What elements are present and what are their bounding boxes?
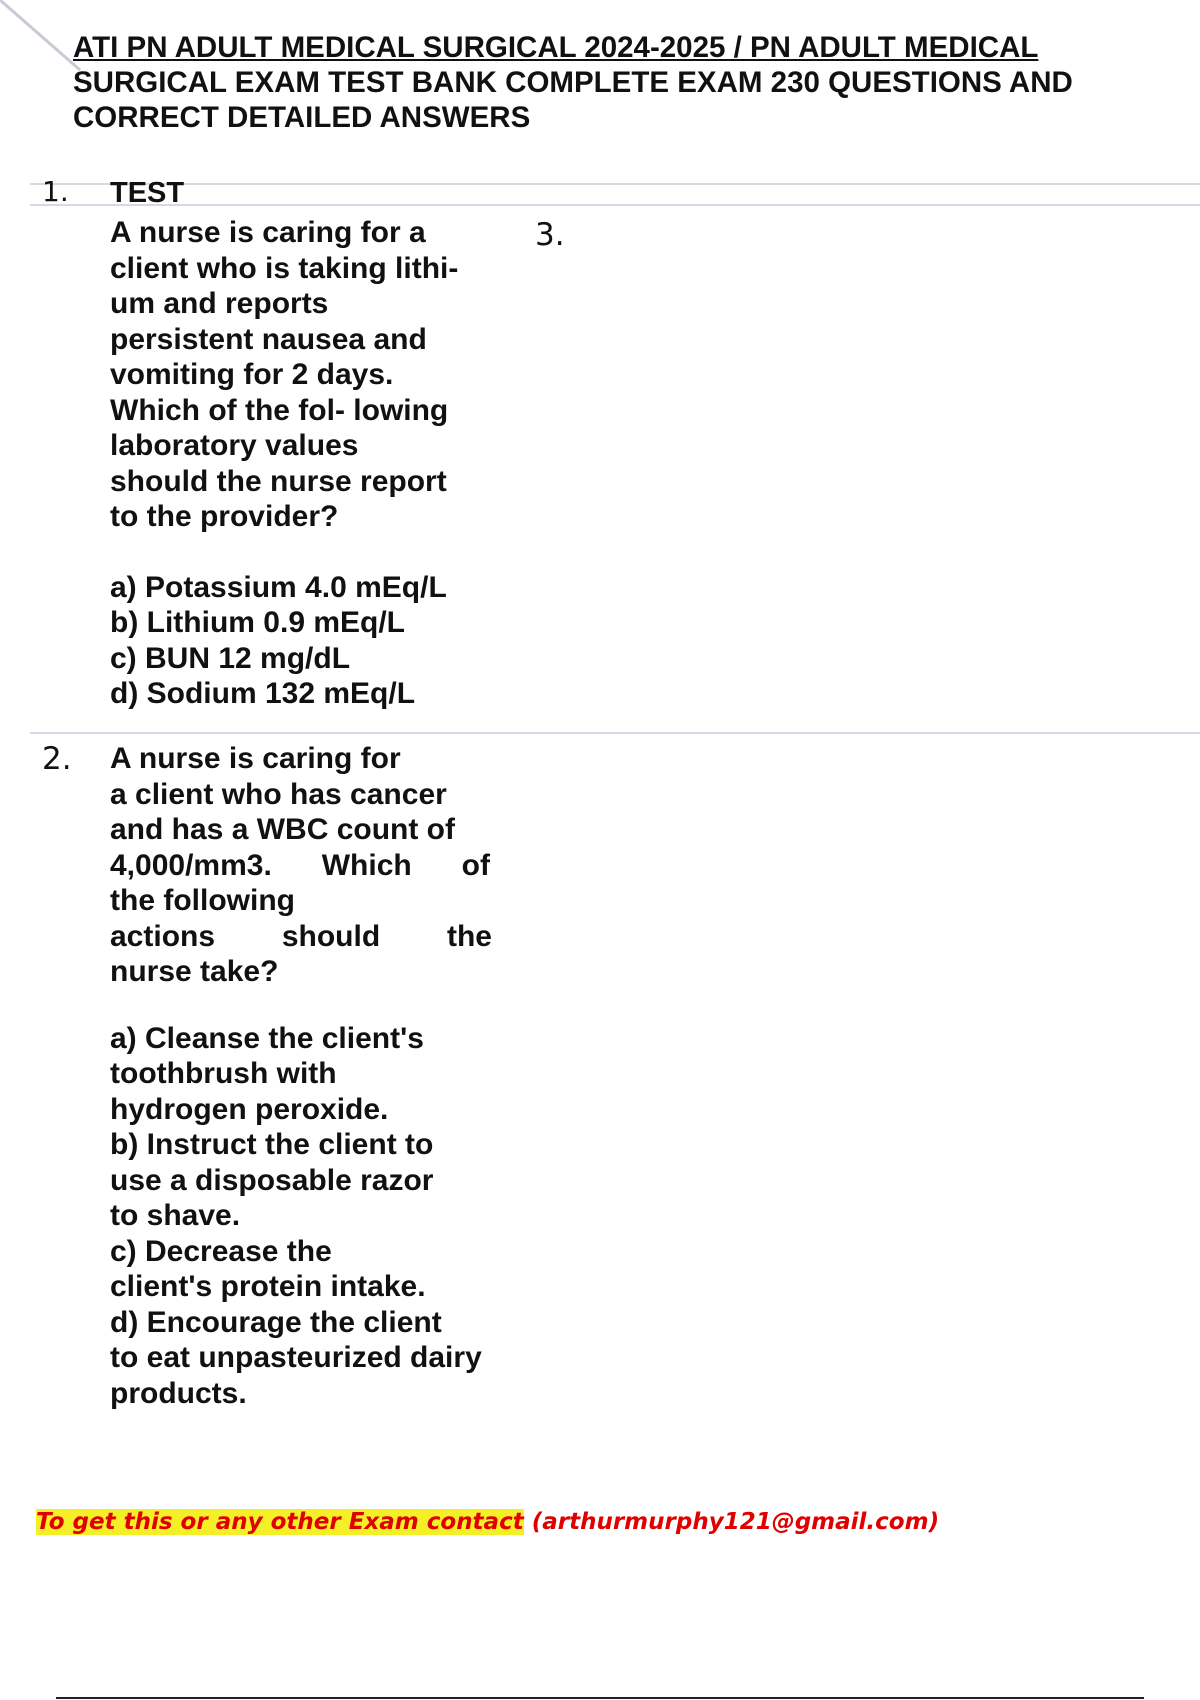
answer-option: d) Sodium 132 mEq/L — [110, 677, 416, 710]
highlighted-contact-text: To get this or any other Exam contact — [36, 1509, 524, 1535]
stem-word: of — [461, 848, 490, 882]
table-header-divider — [30, 204, 1200, 206]
contact-email-text[interactable]: (arthurmurphy121@gmail.com) — [523, 1509, 940, 1535]
question-stem-line: persistent nausea and — [110, 322, 427, 356]
table-row-divider — [30, 732, 1200, 734]
answer-option: a) Potassium 4.0 mEq/L — [110, 570, 447, 604]
answer-option: to shave. — [110, 1199, 241, 1232]
question-stem-line: A nurse is caring for a — [110, 216, 426, 249]
question-1 — [110, 215, 510, 712]
question-stem-line: and has a WBC count of — [110, 813, 455, 846]
stem-word: actions — [110, 919, 216, 953]
stem-word: should — [281, 919, 381, 953]
question-stem-line: laboratory values — [110, 429, 359, 462]
question-stem-line: to the provider? — [110, 500, 339, 533]
page-bottom-rule — [56, 1697, 1144, 1699]
answer-option: to eat unpasteurized dairy — [110, 1341, 482, 1374]
contact-footer-note — [36, 1508, 939, 1536]
answer-option: d) Encourage the client — [110, 1305, 442, 1339]
question-2 — [110, 741, 510, 1411]
question-stem-line: a client who has cancer — [110, 777, 447, 811]
question-stem-line: A nurse is caring for — [110, 742, 401, 775]
title-line: SURGICAL EXAM TEST BANK COMPLETE EXAM 230 QUESTIONS AND — [73, 66, 1073, 99]
question-stem-line: the following — [110, 884, 295, 917]
table-top-border — [30, 183, 1200, 185]
answer-option: products. — [110, 1376, 247, 1410]
question-stem-line: client who is taking lithi- — [110, 251, 459, 285]
answer-option: hydrogen peroxide. — [110, 1092, 389, 1126]
question-stem-line: should the nurse report — [110, 464, 447, 498]
answer-option: c) BUN 12 mg/dL — [110, 641, 351, 675]
title-line: ATI PN ADULT MEDICAL SURGICAL 2024-2025 / PN ADULT MEDICAL — [73, 31, 1039, 64]
question-stem-line — [110, 919, 492, 955]
answer-option: b) Lithium 0.9 mEq/L — [110, 606, 406, 639]
answer-option: client's protein intake. — [110, 1270, 426, 1303]
answer-option: use a disposable razor — [110, 1163, 434, 1197]
question-stem-line: Which of the fol- lowing — [110, 393, 449, 427]
answer-option: c) Decrease the — [110, 1234, 332, 1268]
title-line: CORRECT DETAILED ANSWERS — [73, 101, 531, 134]
question-2-number: 2. — [42, 741, 72, 777]
stem-word: the — [446, 919, 492, 953]
section-label: TEST — [110, 177, 185, 209]
answer-option: toothbrush with — [110, 1057, 337, 1090]
question-stem-line: nurse take? — [110, 955, 279, 988]
answer-option: b) Instruct the client to — [110, 1128, 434, 1161]
question-stem-line: vomiting for 2 days. — [110, 358, 394, 391]
answer-option: a) Cleanse the client's — [110, 1021, 424, 1055]
question-stem-line — [110, 848, 490, 884]
column-number-3: 3. — [535, 217, 565, 253]
question-stem-line: um and reports — [110, 287, 329, 320]
document-title — [73, 30, 1183, 135]
header-number: 1. — [42, 175, 69, 208]
stem-word: 4,000/mm3. — [110, 848, 272, 882]
stem-word: Which — [321, 848, 412, 882]
